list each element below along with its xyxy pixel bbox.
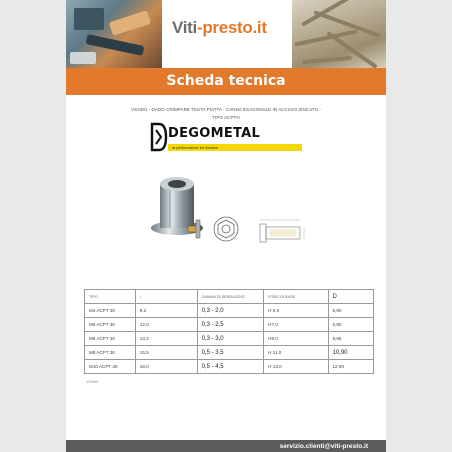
customer-service-email-link[interactable]: servizio.clienti@viti-presto.it [279, 442, 368, 450]
description-line-2: TIPO ACPTH [212, 115, 240, 120]
cell-diameter: 12,90 [328, 360, 374, 374]
product-description [86, 106, 366, 122]
logo-area [162, 0, 292, 68]
table-row [85, 332, 374, 346]
cell-grip-range: 0,5 - 3,5 [197, 346, 264, 360]
cell-tipo: M8 ACPT 30 [85, 346, 136, 360]
header-length: l [135, 290, 197, 304]
header-diameter: D [328, 290, 374, 304]
cell-tipo: M6 ACPT 30 [85, 332, 136, 346]
cell-hole: H 13,0 [264, 360, 328, 374]
table-header-row [85, 290, 374, 304]
footer-bar [66, 440, 386, 452]
cell-tipo: M5 ACPT 30 [85, 318, 136, 332]
cell-diameter: 8,96 [328, 332, 374, 346]
degometal-emblem-icon [150, 122, 168, 152]
title-bar [66, 68, 386, 95]
footnote: VS4381 [86, 380, 99, 384]
header-hole: FORO DI BASE [264, 290, 328, 304]
table-row [85, 318, 374, 332]
cell-length: 12,0 [135, 318, 197, 332]
cell-diameter: 6,90 [328, 318, 374, 332]
technical-drawing [256, 214, 312, 250]
table-row [85, 346, 374, 360]
screws-photo [292, 0, 386, 68]
cell-tipo: M4 ACPT 30 [85, 304, 136, 318]
header-banner [66, 0, 386, 68]
viti-presto-logo[interactable] [172, 18, 267, 38]
cell-hole: H7,0 [264, 318, 328, 332]
datasheet-page [66, 0, 386, 452]
header-tipo: TIPO [85, 290, 136, 304]
installation-icons [186, 212, 246, 248]
logo-main-text: Viti [172, 18, 197, 37]
degometal-logo [150, 122, 310, 156]
cell-length: 15,5 [135, 346, 197, 360]
cell-hole: H 11,0 [264, 346, 328, 360]
cell-grip-range: 0,3 - 3,0 [197, 332, 264, 346]
cell-grip-range: 0,3 - 2,5 [197, 318, 264, 332]
specs-table [84, 289, 374, 374]
header-grip-range: GAMMA DI SERRAGGIO [197, 290, 264, 304]
table-row [85, 360, 374, 374]
cell-diameter: 10,90 [328, 346, 374, 360]
brand-name: DEGOMETAL [168, 126, 261, 141]
page-title: Scheda tecnica [166, 73, 286, 89]
cell-tipo: M10 ACPT 35 [85, 360, 136, 374]
cell-length: 13,3 [135, 332, 197, 346]
brand-tagline: la performance en fixation [172, 144, 219, 150]
cell-hole: H9,0 [264, 332, 328, 346]
cell-grip-range: 0,3 - 2,0 [197, 304, 264, 318]
logo-accent-text: -presto.it [196, 18, 267, 37]
table-row [85, 304, 374, 318]
cell-grip-range: 0,5 - 4,5 [197, 360, 264, 374]
cell-length: 18,0 [135, 360, 197, 374]
cell-hole: H 6,0 [264, 304, 328, 318]
cell-diameter: 5,90 [328, 304, 374, 318]
tools-photo [66, 0, 162, 68]
description-line-1: VS4381 - DADO CRIMPARE TESTA PIATTA - CANNA ESAGONALE IN ACCIAIO ZINCATO - [131, 107, 321, 112]
cell-length: 9,2 [135, 304, 197, 318]
